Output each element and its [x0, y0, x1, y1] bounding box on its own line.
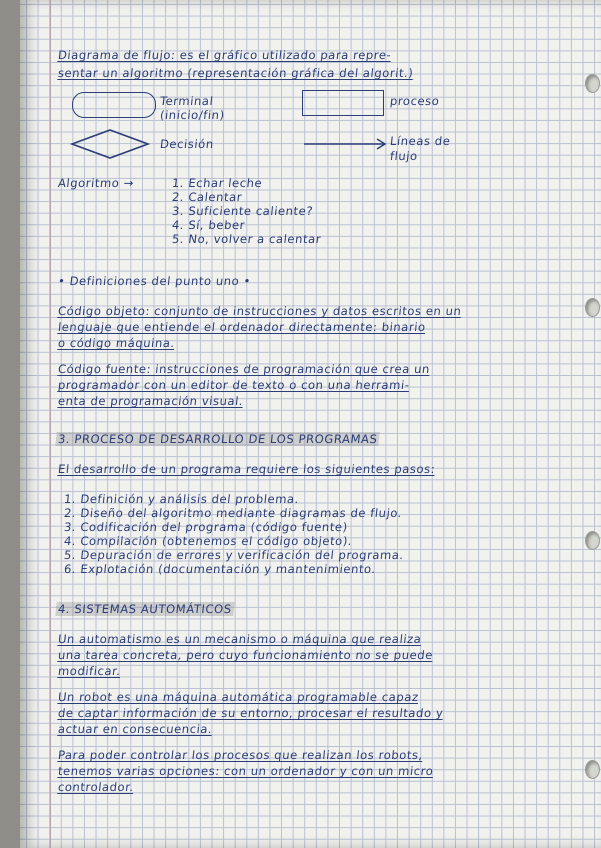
binder-hole	[585, 74, 600, 93]
process-step: 3. Codificación del programa (código fuente)	[63, 520, 349, 534]
algorithm-step: 3. Suficiente caliente?	[171, 204, 314, 218]
section-3-title: 3. PROCESO DE DESARROLLO DE LOS PROGRAMAS	[57, 432, 379, 446]
robot-line: de captar información de su entorno, procesar el resultado y	[57, 706, 445, 720]
process-step: 1. Definición y análisis del problema.	[63, 492, 300, 506]
flow-arrow-icon	[302, 137, 392, 151]
process-symbol	[302, 90, 384, 116]
process-label: proceso	[389, 94, 441, 108]
flow-lines-label: Líneas de	[389, 134, 452, 148]
margin-line	[50, 0, 51, 848]
object-code-line: lenguaje que entiende el ordenador directamente: binario	[57, 320, 427, 334]
robot-line: actuar en consecuencia.	[57, 722, 214, 736]
section-3-intro: El desarrollo de un programa requiere los siguientes pasos:	[57, 462, 436, 476]
automatism-line: Un automatismo es un mecanismo o máquina que realiza	[57, 632, 423, 646]
terminal-label: Terminal	[159, 94, 215, 108]
notebook-page	[20, 0, 601, 848]
source-code-line: enta de programación visual.	[57, 394, 244, 408]
source-code-line: Código fuente: instrucciones de programación que crea un	[57, 362, 431, 376]
algorithm-step: 4. Sí, beber	[171, 218, 246, 232]
section-4-title: 4. SISTEMAS AUTOMÁTICOS	[57, 602, 233, 616]
terminal-symbol	[72, 92, 156, 118]
flow-lines-label: flujo	[389, 149, 419, 163]
control-line: tenemos varias opciones: con un ordenador y con un micro	[57, 764, 435, 778]
process-step: 2. Diseño del algoritmo mediante diagramas de flujo.	[63, 506, 403, 520]
algorithm-step: 5. No, volver a calentar	[171, 232, 322, 246]
automatism-line: una tarea concreta, pero cuyo funcionamiento no se puede	[57, 648, 434, 662]
terminal-label: (inicio/fin)	[159, 108, 226, 122]
decision-symbol	[70, 128, 150, 160]
source-code-line: programador con un editor de texto o con una herrami-	[57, 378, 411, 392]
binder-hole	[585, 531, 600, 550]
object-code-line: Código objeto: conjunto de instrucciones y datos escritos en un	[57, 304, 463, 318]
process-step: 6. Explotación (documentación y mantenimiento.	[63, 562, 377, 576]
intro-line: Diagrama de flujo: es el gráfico utilizado para repre-	[57, 48, 393, 62]
robot-line: Un robot es una máquina automática programable capaz	[57, 690, 420, 704]
process-step: 4. Compilación (obtenemos el código objeto).	[63, 534, 353, 548]
control-line: controlador.	[57, 780, 135, 794]
definitions-title: • Definiciones del punto uno •	[57, 274, 252, 288]
binder-hole	[585, 298, 600, 317]
algorithm-step: 2. Calentar	[171, 190, 243, 204]
decision-label: Decisión	[159, 137, 215, 151]
intro-line: sentar un algoritmo (representación gráfica del algorit.)	[57, 66, 415, 80]
control-line: Para poder controlar los procesos que realizan los robots,	[57, 748, 424, 762]
algorithm-step: 1. Echar leche	[171, 176, 264, 190]
object-code-line: o código máquina.	[57, 336, 176, 350]
automatism-line: modificar.	[57, 664, 122, 678]
algorithm-label: Algoritmo →	[57, 176, 135, 190]
binder-hole	[585, 760, 600, 779]
process-step: 5. Depuración de errores y verificación del programa.	[63, 548, 405, 562]
